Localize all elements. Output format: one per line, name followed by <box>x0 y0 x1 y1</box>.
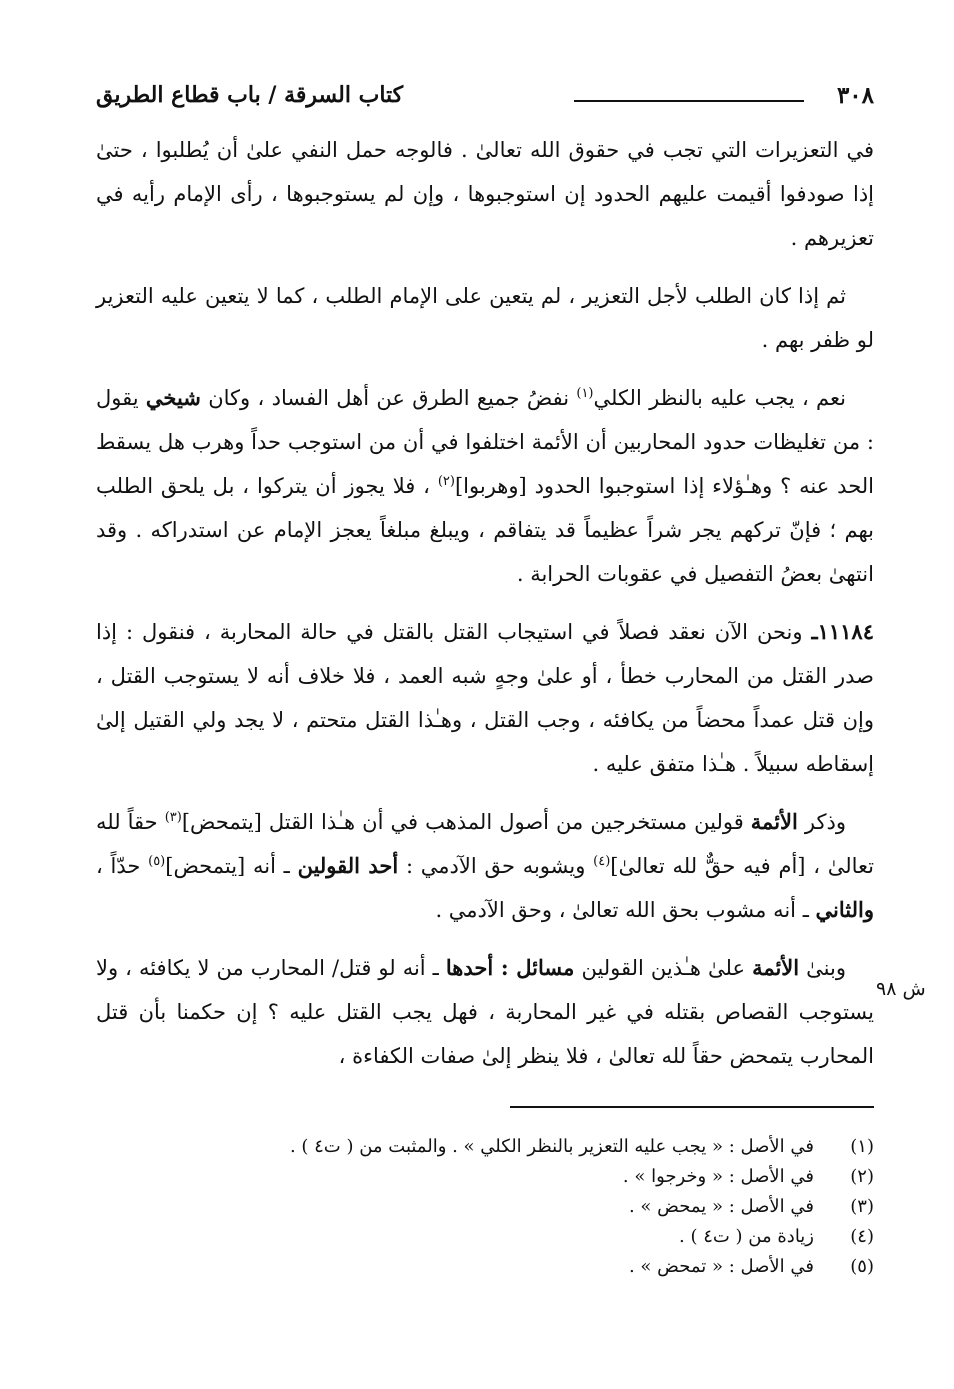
footnote-number: (٢) <box>850 1166 874 1187</box>
text-run: نعم ، يجب عليه بالنظر الكلي <box>593 386 847 410</box>
footnotes <box>96 1132 874 1282</box>
text-run: علىٰ هـٰذين القولين <box>574 956 753 980</box>
footnote-rule <box>510 1106 874 1108</box>
emphasis-sheikh: شيخي <box>145 385 201 410</box>
text-run: ويشوبه حق الآدمي : <box>398 854 594 878</box>
text-run: ـ أنه لو قتل/ المحارب من لا يكافئه ، ولا يستوجب القصاص بقتله في غير المحاربة ، فهل يجب القتل عليه ؟ إن حكمنا بأن قتل المحارب يتمحض حقاً لله تعالىٰ ، فلا ينظر إلىٰ صفات الكفاءة ، <box>96 956 874 1068</box>
footnote-ref-2: (٢) <box>437 474 455 489</box>
emphasis-imams: الأئمة <box>752 955 800 980</box>
footnote-number: (٥) <box>850 1256 874 1277</box>
text-run: ـ أنه [يتمحض] <box>165 854 298 878</box>
footnote-text: في الأصل : « تمحض » . <box>628 1256 814 1277</box>
page-number: ٣٠٨ <box>836 82 874 109</box>
emphasis-issues: مسائل : أحدها <box>445 955 575 980</box>
paragraph-4 <box>96 610 874 786</box>
footnote-item <box>96 1192 874 1222</box>
emphasis-second-opinion: والثاني <box>815 897 874 922</box>
text-run: ـ أنه مشوب بحق الله تعالىٰ ، وحق الآدمي . <box>435 898 816 922</box>
running-title: كتاب السرقة / باب قطاع الطريق <box>96 82 404 108</box>
text-run: قولين مستخرجين من أصول المذهب في أن هـٰذا القتل [يتمحض] <box>181 810 751 834</box>
page-header <box>96 80 874 114</box>
text-run: وذكر <box>797 810 846 834</box>
issue-number: ١١١٨٤ـ <box>811 619 874 644</box>
text-run: نفضُ جميع الطرق عن أهل الفساد ، وكان <box>200 386 577 410</box>
paragraph-1: في التعزيرات التي تجب في حقوق الله تعالىٰ . فالوجه حمل النفي علىٰ أن يُطلبوا ، حتىٰ إذا صودفوا أقيمت عليهم الحدود إن استوجبوها ، وإن لم يستوجبوها ، رأى الإمام رأيه في تعزيرهم . <box>96 138 874 250</box>
footnote-text: في الأصل : « وخرجوا » . <box>622 1166 814 1187</box>
text-run: حقاً لله تعالىٰ ، [أم فيه حقٌّ لله تعالىٰ] <box>96 810 875 878</box>
header-rule <box>574 100 804 102</box>
footnote-number: (٤) <box>850 1226 874 1247</box>
paragraph-5 <box>96 800 874 932</box>
footnote-text: زيادة من ( ت٤ ) . <box>679 1226 814 1247</box>
footnote-item <box>96 1222 874 1252</box>
text-run: حدّاً ، <box>96 854 149 878</box>
text-run: ، فلا يجوز أن يتركوا ، بل يلحق الطلب بهم ؛ فإنّ تركهم يجر شراً عظيماً قد يتفاقم ، ويبلغ مبلغاً يعجز الإمام عن استدراكه . وقد انتهىٰ بعضُ التفصيل في عقوبات الحرابة . <box>96 474 874 586</box>
footnote-text: في الأصل : « يمحض » . <box>628 1196 814 1217</box>
footnote-ref-1: (١) <box>576 386 594 401</box>
footnote-text: في الأصل : « يجب عليه التعزير بالنظر الكلي » . والمثبت من ( ت٤ ) . <box>289 1136 814 1157</box>
footnote-ref-3: (٣) <box>164 810 182 825</box>
paragraph-6 <box>96 946 874 1078</box>
paragraph-3 <box>96 376 874 596</box>
body-text <box>96 128 874 1092</box>
text-run: وبنىٰ <box>799 956 846 980</box>
footnote-number: (٣) <box>850 1196 874 1217</box>
footnote-item <box>96 1162 874 1192</box>
footnote-ref-5: (٥) <box>148 854 166 869</box>
text-run: يقول : من تغليظات حدود المحاربين أن الأئمة اختلفوا في أن من استوجب حداً وهرب هل يسقط الحد عنه ؟ وهـٰؤلاء إذا استوجبوا الحدود [وهربوا] <box>96 386 874 498</box>
text-run: ونحن الآن نعقد فصلاً في استيجاب القتل بالقتل في حالة المحاربة ، فنقول : إذا صدر القتل من المحارب خطأ ، أو علىٰ وجهٍ شبه العمد ، فلا خلاف أنه لا يستوجب القتل ، وإن قتل عمداً محضاً من يكافئه ، وجب القتل ، وهـٰذا القتل متحتم ، لا يجد ولي القتيل إلىٰ إسقاطه سبيلاً . هـٰذا متفق عليه . <box>96 620 874 776</box>
emphasis-first-opinion: أحد القولين <box>297 853 399 878</box>
emphasis-imams: الأئمة <box>750 809 798 834</box>
paragraph-2: ثم إذا كان الطلب لأجل التعزير ، لم يتعين على الإمام الطلب ، كما لا يتعين عليه التعزير لو ظفر بهم . <box>96 284 874 352</box>
footnote-number: (١) <box>850 1136 874 1157</box>
footnote-ref-4: (٤) <box>593 854 611 869</box>
footnote-item <box>96 1252 874 1282</box>
footnote-item <box>96 1132 874 1162</box>
margin-manuscript-ref: ش ٩٨ <box>876 978 926 1000</box>
